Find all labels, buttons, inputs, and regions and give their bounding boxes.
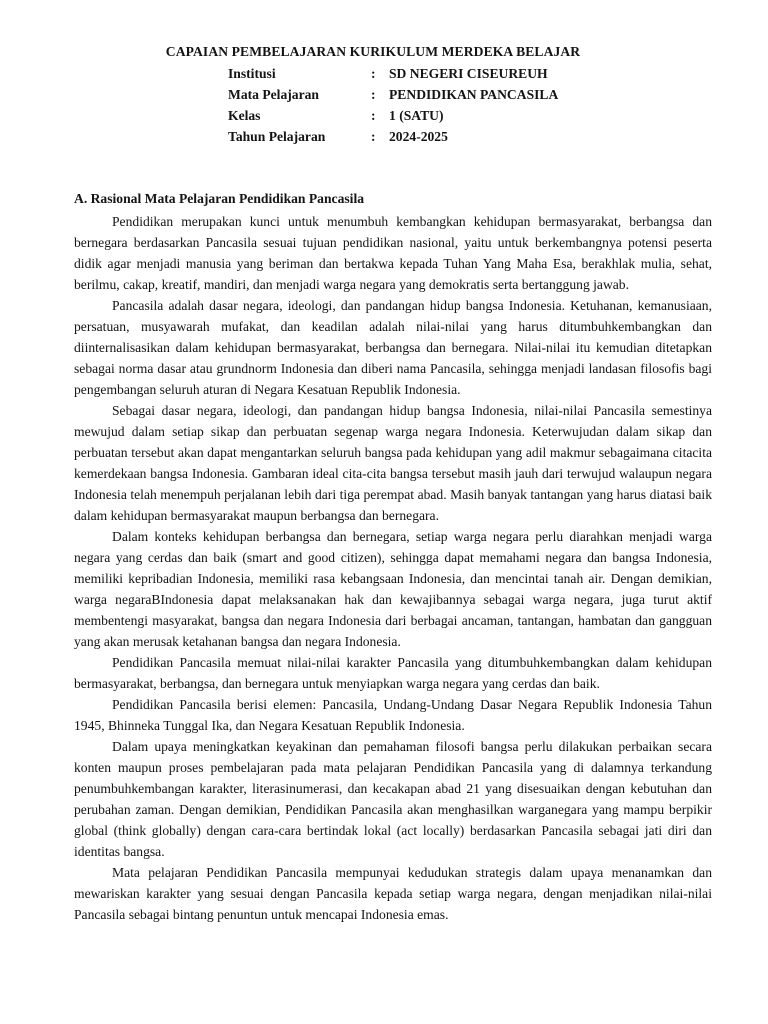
paragraph: Pendidikan Pancasila berisi elemen: Pancasila, Undang-Undang Dasar Negara Republik Indonesia Tahun 1945, Bhinneka Tunggal Ika, dan Negara Kesatuan Republik Indonesia. xyxy=(74,697,712,733)
paragraph: Sebagai dasar negara, ideologi, dan pandangan hidup bangsa Indonesia, nilai-nilai Pancasila semestinya mewujud dalam setiap sikap dan perbuatan segenap warga negara Indonesia. Keterwujudan dalam sikap dan perbuatan tersebut akan dapat mengantarkan seluruh bangsa pada kehidupan yang adil makmur sebagaimana citacita kemerdekaan bangsa Indonesia. Gambaran ideal cita-cita bangsa tersebut masih jauh dari terwujud walaupun negara Indonesia telah menempuh perjalanan lebih dari tiga perempat abad. Masih banyak tantangan yang harus diatasi baik dalam kehidupan bermasyarakat maupun berbangsa dan bernegara. xyxy=(74,403,712,523)
meta-value: 2024-2025 xyxy=(389,129,448,144)
meta-value: 1 (SATU) xyxy=(389,108,444,123)
section-heading: A. Rasional Mata Pelajaran Pendidikan Pancasila xyxy=(74,191,365,206)
meta-label: Kelas xyxy=(228,108,261,123)
meta-value: SD NEGERI CISEUREUH xyxy=(389,66,548,81)
meta-colon: : xyxy=(371,87,376,102)
paragraph: Pendidikan merupakan kunci untuk menumbuh kembangkan kehidupan bermasyarakat, berbangsa dan bernegara berdasarkan Pancasila sesuai tujuan pendidikan nasional, yaitu untuk berkembangnya potensi peserta didik agar menjadi manusia yang beriman dan bertakwa kepada Tuhan Yang Maha Esa, berakhlak mulia, sehat, berilmu, cakap, kreatif, mandiri, dan menjadi warga negara yang demokratis serta bertanggung jawab. xyxy=(74,214,712,292)
meta-label: Tahun Pelajaran xyxy=(228,129,326,144)
meta-label: Institusi xyxy=(228,66,276,81)
meta-label: Mata Pelajaran xyxy=(228,87,319,102)
paragraph: Dalam upaya meningkatkan keyakinan dan pemahaman filosofi bangsa perlu dilakukan perbaikan secara konten maupun proses pembelajaran pada mata pelajaran Pendidikan Pancasila yang di dalamnya terkandung penumbuhkembangan karakter, literasinumerasi, dan kecakapan abad 21 yang disesuaikan dengan kebutuhan dan perubahan zaman. Dengan demikian, Pendidikan Pancasila akan menghasilkan warganegara yang mampu berpikir global (think globally) dengan cara-cara bertindak lokal (act locally) berdasarkan Pancasila sebagai jati diri dan identitas bangsa. xyxy=(74,739,712,859)
section-body xyxy=(74,211,712,925)
meta-colon: : xyxy=(371,129,376,144)
paragraph: Pancasila adalah dasar negara, ideologi, dan pandangan hidup bangsa Indonesia. Ketuhanan, kemanusiaan, persatuan, musyawarah mufakat, dan keadilan adalah nilai-nilai yang harus ditumbuhkembangkan dan diinternalisasikan dalam kehidupan bermasyarakat, berbangsa dan bernegara. Nilai-nilai itu kemudian ditetapkan sebagai norma dasar atau grundnorm Indonesia dan diberi nama Pancasila, sehingga menjadi landasan filosofis bagi pengembangan seluruh aturan di Negara Kesatuan Republik Indonesia. xyxy=(74,298,712,397)
meta-value: PENDIDIKAN PANCASILA xyxy=(389,87,559,102)
paragraph: Dalam konteks kehidupan berbangsa dan bernegara, setiap warga negara perlu diarahkan menjadi warga negara yang cerdas dan baik (smart and good citizen), sehingga dapat memahami negara dan bangsa Indonesia, memiliki kepribadian Indonesia, memiliki rasa kebangsaan Indonesia, dan mencintai tanah air. Dengan demikian, warga negaraBIndonesia dapat melaksanakan hak dan kewajibannya sebagai warga negara, juga turut aktif membentengi masyarakat, bangsa dan negara Indonesia dari berbagai ancaman, tantangan, hambatan dan gangguan yang akan merusak ketahanan bangsa dan negara Indonesia. xyxy=(74,529,712,649)
document-title: CAPAIAN PEMBELAJARAN KURIKULUM MERDEKA BELAJAR xyxy=(165,44,581,59)
paragraph: Mata pelajaran Pendidikan Pancasila mempunyai kedudukan strategis dalam upaya menanamkan dan mewariskan karakter yang sesuai dengan Pancasila kepada setiap warga negara, dengan menjadikan nilai-nilai Pancasila sebagai bintang penuntun untuk mencapai Indonesia emas. xyxy=(74,865,712,922)
paragraph: Pendidikan Pancasila memuat nilai-nilai karakter Pancasila yang ditumbuhkembangkan dalam kehidupan bermasyarakat, berbangsa, dan bernegara untuk menyiapkan warga negara yang cerdas dan baik. xyxy=(74,655,712,691)
meta-colon: : xyxy=(371,108,376,123)
meta-colon: : xyxy=(371,66,376,81)
